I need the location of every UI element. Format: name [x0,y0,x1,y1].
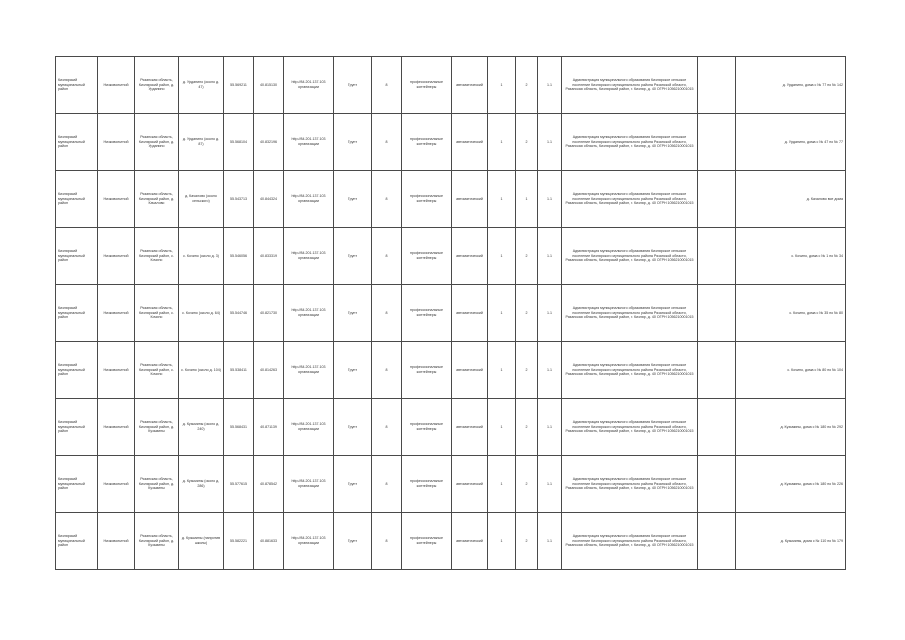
latitude-cell: 55.543713 [224,171,254,228]
latitude-cell: 55.568104 [224,114,254,171]
count-1-cell: 1 [488,513,516,570]
extra-cell [698,399,736,456]
reference-cell: http://84.201.137.103 организации [284,513,334,570]
sources-cell: д. Качалово все дома [736,171,846,228]
owner-cell: Администрация муниципального образования Кизлярское сельское поселение Кизлярского муниципального района Рязанской области, Рязанская область, Кизлярский район, г. Кизляр, д. 40 ОГРН 1056210001015 [562,285,698,342]
count-2-cell: 2 [516,228,538,285]
latitude-cell: 55.538411 [224,342,254,399]
district-cell: Кизлярский муниципальный район [56,114,98,171]
place-cell: д. Кузьмины (около д. 286) [179,456,224,513]
address-cell: Рязанская область, Кизлярский район, д. Урданино [135,57,179,114]
extra-cell [698,342,736,399]
owner-cell: Администрация муниципального образования Кизлярское сельское поселение Кизлярского муниципального района Рязанской области, Рязанская область, Кизлярский район, г. Кизляр, д. 40 ОГРН 1056210001015 [562,171,698,228]
volume-cell: 1.1 [538,399,562,456]
longitude-cell: 40.881633 [254,513,284,570]
longitude-cell: 40.878542 [254,456,284,513]
longitude-cell: 40.821730 [254,285,284,342]
place-cell: с. Кочино (около д. 104) [179,342,224,399]
district-cell: Кизлярский муниципальный район [56,513,98,570]
latitude-cell: 55.546056 [224,228,254,285]
sources-cell: д. Урданино, дома с № 47 по № 77 [736,114,846,171]
surface-cell: Грунт [334,114,372,171]
surface-cell: Грунт [334,399,372,456]
surface-cell: Грунт [334,342,372,399]
kind-cell: Низковольтной [98,114,135,171]
container-type-cell: профессиональные контейнеры [402,171,452,228]
latitude-cell: 55.582221 [224,513,254,570]
place-cell: д. Урданино (около д. 47) [179,57,224,114]
count-1-cell: 1 [488,57,516,114]
table-row [56,342,846,399]
collection-method-cell: автоматический [452,456,488,513]
reference-cell: http://84.201.137.103 организации [284,228,334,285]
table-row [56,228,846,285]
count-1-cell: 1 [488,456,516,513]
kind-cell: Низковольтной [98,228,135,285]
area-cell: 8 [372,285,402,342]
area-cell: 8 [372,456,402,513]
district-cell: Кизлярский муниципальный район [56,228,98,285]
address-cell: Рязанская область, Кизлярский район, д. Качалово [135,171,179,228]
latitude-cell: 55.544746 [224,285,254,342]
reference-cell: http://84.201.137.103 организации [284,342,334,399]
collection-method-cell: автоматический [452,114,488,171]
table-row [56,57,846,114]
kind-cell: Низковольтной [98,57,135,114]
owner-cell: Администрация муниципального образования Кизлярское сельское поселение Кизлярского муниципального района Рязанской области, Рязанская область, Кизлярский район, г. Кизляр, д. 40 ОГРН 1056210001015 [562,114,698,171]
latitude-cell: 55.577615 [224,456,254,513]
kind-cell: Низковольтной [98,342,135,399]
longitude-cell: 40.814263 [254,342,284,399]
address-cell: Рязанская область, Кизлярский район, д. Урданино [135,114,179,171]
volume-cell: 1.1 [538,228,562,285]
sources-cell: с. Кочино, дома с № 1 по № 34 [736,228,846,285]
count-2-cell: 2 [516,399,538,456]
kind-cell: Низковольтной [98,513,135,570]
sources-cell: с. Кочино, дома с № 80 по № 104 [736,342,846,399]
surface-cell: Грунт [334,513,372,570]
district-cell: Кизлярский муниципальный район [56,285,98,342]
count-2-cell: 2 [516,513,538,570]
registry-table [55,56,846,570]
sources-cell: д. Кузьмины, дома с № 180 по № 226 [736,456,846,513]
table-row [56,456,846,513]
collection-method-cell: автоматический [452,171,488,228]
place-cell: с. Кочино (около д. 64) [179,285,224,342]
surface-cell: Грунт [334,456,372,513]
area-cell: 8 [372,114,402,171]
place-cell: с. Кочино (около д. 3) [179,228,224,285]
owner-cell: Администрация муниципального образования Кизлярское сельское поселение Кизлярского муниципального района Рязанской области, Рязанская область, Кизлярский район, г. Кизляр, д. 40 ОГРН 1056210001015 [562,57,698,114]
table-row [56,513,846,570]
count-1-cell: 1 [488,342,516,399]
volume-cell: 1.1 [538,57,562,114]
longitude-cell: 40.844324 [254,171,284,228]
volume-cell: 1.1 [538,285,562,342]
sources-cell: д. Урданино, дома с № 77 по № 142 [736,57,846,114]
extra-cell [698,456,736,513]
kind-cell: Низковольтной [98,456,135,513]
container-type-cell: профессиональные контейнеры [402,513,452,570]
extra-cell [698,171,736,228]
volume-cell: 1.1 [538,513,562,570]
count-1-cell: 1 [488,114,516,171]
owner-cell: Администрация муниципального образования Кизлярское сельское поселение Кизлярского муниципального района Рязанской области, Рязанская область, Кизлярский район, г. Кизляр, д. 40 ОГРН 1056210001015 [562,342,698,399]
container-type-cell: профессиональные контейнеры [402,399,452,456]
count-2-cell: 2 [516,456,538,513]
count-1-cell: 1 [488,228,516,285]
sources-cell: с. Кочино, дома с № 35 по № 80 [736,285,846,342]
place-cell: д. Кузьмины (около д. 240) [179,399,224,456]
address-cell: Рязанская область, Кизлярский район, с. Кочино [135,228,179,285]
place-cell: д. Урданино (около д. 87) [179,114,224,171]
count-2-cell: 2 [516,342,538,399]
table-row [56,114,846,171]
table-body [56,57,846,570]
longitude-cell: 40.832196 [254,114,284,171]
volume-cell: 1.1 [538,456,562,513]
surface-cell: Грунт [334,228,372,285]
area-cell: 8 [372,342,402,399]
reference-cell: http://84.201.137.103 организации [284,171,334,228]
container-type-cell: профессиональные контейнеры [402,57,452,114]
table-row [56,171,846,228]
surface-cell: Грунт [334,285,372,342]
container-type-cell: профессиональные контейнеры [402,456,452,513]
district-cell: Кизлярский муниципальный район [56,342,98,399]
latitude-cell: 55.569211 [224,57,254,114]
district-cell: Кизлярский муниципальный район [56,171,98,228]
collection-method-cell: автоматический [452,513,488,570]
container-type-cell: профессиональные контейнеры [402,114,452,171]
sources-cell: д. Кузьмины, дома с № 110 по № 179 [736,513,846,570]
longitude-cell: 40.815130 [254,57,284,114]
reference-cell: http://84.201.137.103 организации [284,114,334,171]
address-cell: Рязанская область, Кизлярский район, д. Кузьмины [135,513,179,570]
kind-cell: Низковольтной [98,285,135,342]
place-cell: д. Качалово (около сельского) [179,171,224,228]
area-cell: 8 [372,399,402,456]
count-1-cell: 1 [488,399,516,456]
extra-cell [698,513,736,570]
container-type-cell: профессиональные контейнеры [402,342,452,399]
district-cell: Кизлярский муниципальный район [56,456,98,513]
sources-cell: д. Кузьмины, дома с № 180 по № 292 [736,399,846,456]
count-2-cell: 2 [516,114,538,171]
volume-cell: 1.1 [538,114,562,171]
reference-cell: http://84.201.137.103 организации [284,57,334,114]
longitude-cell: 40.833319 [254,228,284,285]
volume-cell: 1.1 [538,342,562,399]
container-type-cell: профессиональные контейнеры [402,228,452,285]
reference-cell: http://84.201.137.103 организации [284,285,334,342]
extra-cell [698,285,736,342]
surface-cell: Грунт [334,57,372,114]
count-1-cell: 1 [488,171,516,228]
kind-cell: Низковольтной [98,399,135,456]
district-cell: Кизлярский муниципальный район [56,57,98,114]
collection-method-cell: автоматический [452,342,488,399]
extra-cell [698,57,736,114]
owner-cell: Администрация муниципального образования Кизлярское сельское поселение Кизлярского муниципального района Рязанской области, Рязанская область, Кизлярский район, г. Кизляр, д. 40 ОГРН 1056210001015 [562,399,698,456]
collection-method-cell: автоматический [452,399,488,456]
area-cell: 8 [372,228,402,285]
address-cell: Рязанская область, Кизлярский район, д. Кузьмины [135,456,179,513]
reference-cell: http://84.201.137.103 организации [284,399,334,456]
longitude-cell: 40.871139 [254,399,284,456]
kind-cell: Низковольтной [98,171,135,228]
count-1-cell: 1 [488,285,516,342]
area-cell: 8 [372,171,402,228]
address-cell: Рязанская область, Кизлярский район, д. Кузьмины [135,399,179,456]
owner-cell: Администрация муниципального образования Кизлярское сельское поселение Кизлярского муниципального района Рязанской области, Рязанская область, Кизлярский район, г. Кизляр, д. 40 ОГРН 1056210001015 [562,228,698,285]
count-2-cell: 2 [516,285,538,342]
table-row [56,399,846,456]
surface-cell: Грунт [334,171,372,228]
table-row [56,285,846,342]
address-cell: Рязанская область, Кизлярский район, с. Кочино [135,285,179,342]
count-2-cell: 2 [516,57,538,114]
volume-cell: 1.1 [538,171,562,228]
district-cell: Кизлярский муниципальный район [56,399,98,456]
collection-method-cell: автоматический [452,285,488,342]
collection-method-cell: автоматический [452,57,488,114]
latitude-cell: 55.568431 [224,399,254,456]
collection-method-cell: автоматический [452,228,488,285]
count-2-cell: 1 [516,171,538,228]
place-cell: д. Кузьмины (напротив школы) [179,513,224,570]
extra-cell [698,114,736,171]
extra-cell [698,228,736,285]
area-cell: 8 [372,57,402,114]
area-cell: 8 [372,513,402,570]
owner-cell: Администрация муниципального образования Кизлярское сельское поселение Кизлярского муниципального района Рязанской области, Рязанская область, Кизлярский район, г. Кизляр, д. 40 ОГРН 1056210001015 [562,513,698,570]
reference-cell: http://84.201.137.103 организации [284,456,334,513]
container-type-cell: профессиональные контейнеры [402,285,452,342]
address-cell: Рязанская область, Кизлярский район, с. Кочино [135,342,179,399]
owner-cell: Администрация муниципального образования Кизлярское сельское поселение Кизлярского муниципального района Рязанской области, Рязанская область, Кизлярский район, г. Кизляр, д. 40 ОГРН 1056210001015 [562,456,698,513]
